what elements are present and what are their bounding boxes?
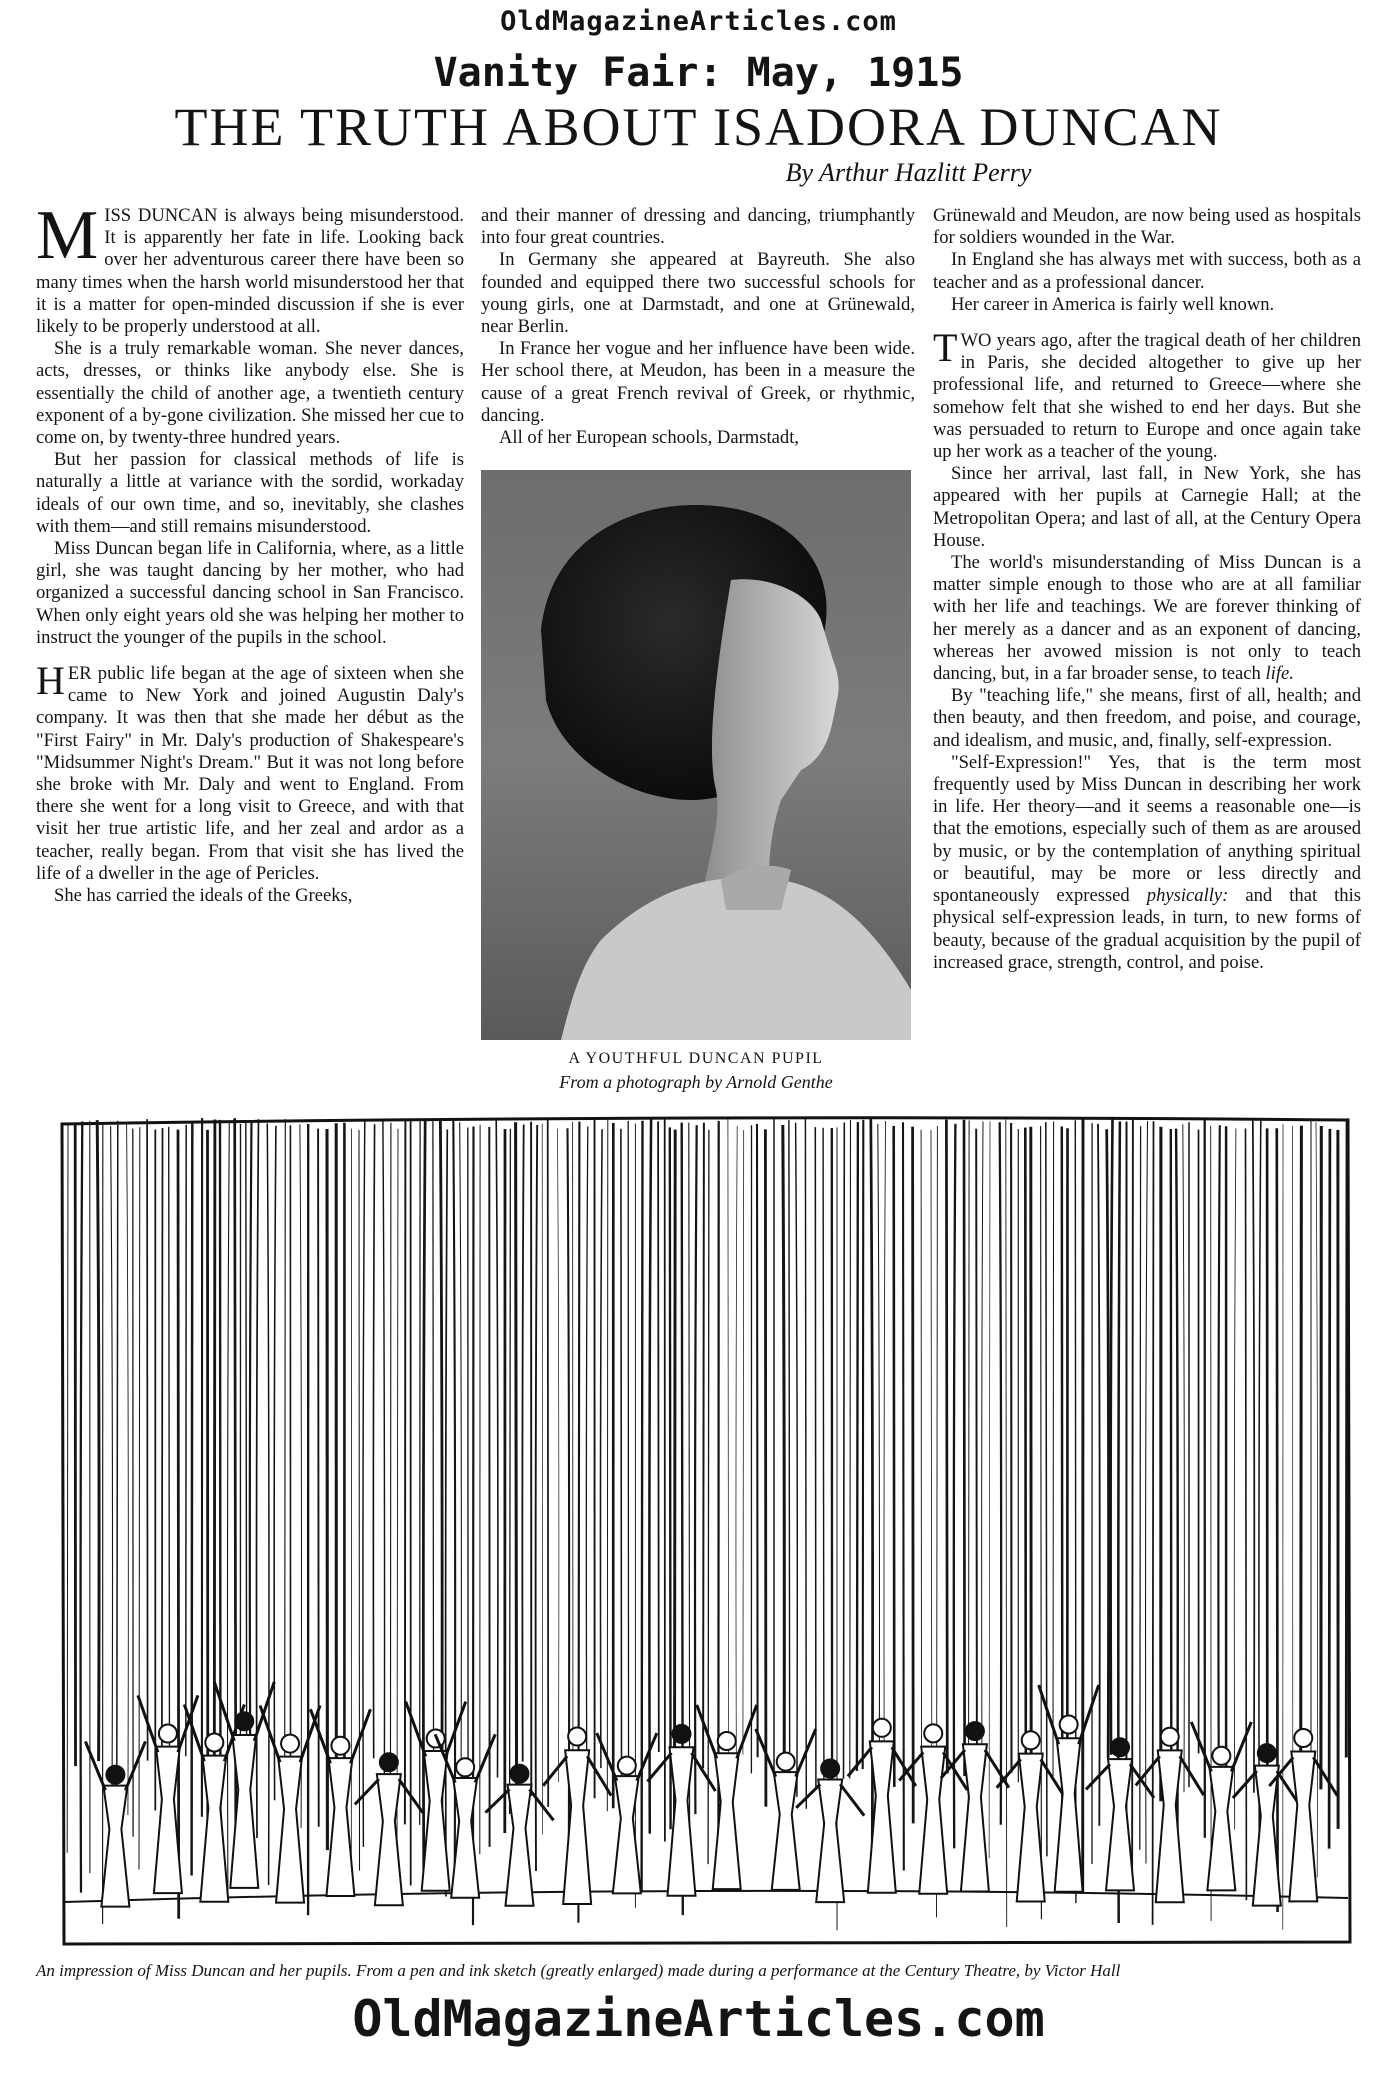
paragraph: All of her European schools, Darmstadt, bbox=[499, 427, 800, 449]
paragraph: In Germany she appeared at Bayreuth. She also founded and equipped there two successful schools for young girls, one at Darmstadt, and one at Grünewald, near Berlin. bbox=[481, 249, 915, 338]
drop-cap: T bbox=[933, 325, 958, 371]
sketch-caption: An impression of Miss Duncan and her pupils. From a pen and ink sketch (greatly enlarged) made during a performance at the Century Theatre, by Victor Hall bbox=[36, 1961, 1121, 1980]
paragraph: "Self-Expression!" Yes, that is the term most frequently used by Miss Duncan in describing her work in life. Her theory—and it seems a reasonable one—is that the emotions, especially such of them as are aroused by music, or by the contemplation of anything spiritual or beautiful, may be more or less directly and spontaneously expressed physically: and that this physical self-expression leads, in turn, to new forms of beauty, because of the gradual acquisition by the pupil of increased grace, strength, control, and poise. bbox=[933, 751, 1362, 973]
paragraph: Since her arrival, last fall, in New York, she has appeared with her pupils at Carnegie Hall; at the Metropolitan Opera; and last of all, at the Century Opera House. bbox=[933, 463, 1361, 551]
paragraph: MISS DUNCAN is always being misunderstood. It is apparently her fate in life. Looking back over her adventurous career there have been so many times when the harsh world misunderstood her that it is a matter for open-minded discussion if she is ever likely to be properly understood at all. bbox=[36, 197, 464, 338]
stage-sketch-illustration bbox=[60, 1112, 1352, 1954]
paragraph: and their manner of dressing and dancing, triumphantly into four great countries. bbox=[481, 205, 915, 249]
paragraph: But her passion for classical methods of life is naturally a little at variance with the sordid, workaday ideals of our own time, and so, inevitably, she clashes with them—and still remains misunderstood. bbox=[36, 449, 464, 537]
paragraph: TWO years ago, after the tragical death of her children in Paris, she decided altogether to give up her professional life, and returned to Greece—where she somehow felt that she wished to end her days. But she was persuaded to return to Europe and once again take up her work as a teacher of the young. bbox=[933, 325, 1361, 463]
portrait-photo bbox=[481, 470, 911, 1040]
text-column-1 bbox=[36, 197, 464, 907]
article-title: THE TRUTH ABOUT ISADORA DUNCAN bbox=[174, 97, 1223, 157]
paragraph: The world's misunderstanding of Miss Duncan is a matter simple enough to those who are at all familiar with her life and teachings. We are forever thinking of her merely as a dancer and as an exponent of dancing, whereas her avowed mission is not only to teach dancing, but, in a far broader sense, to teach life. bbox=[933, 552, 1361, 685]
issue-line: Vanity Fair: May, 1915 bbox=[433, 50, 964, 96]
paragraph: In England she has always met with success, both as a teacher and as a professional dancer. bbox=[933, 249, 1361, 293]
photo-caption: A YOUTHFUL DUNCAN PUPIL bbox=[568, 1050, 824, 1067]
site-watermark-bottom: OldMagazineArticles.com bbox=[352, 1990, 1045, 2048]
text-column-3 bbox=[933, 205, 1361, 974]
drop-cap: M bbox=[36, 197, 99, 274]
drop-cap: H bbox=[36, 658, 65, 704]
paragraph: Her career in America is fairly well known. bbox=[951, 293, 1275, 315]
paragraph: HER public life began at the age of sixteen when she came to New York and joined Augustin Daly's company. It was then that she made her début as the "First Fairy" in Mr. Daly's production of Shakespeare's "Midsummer Night's Dream." But it was not long before she broke with Mr. Daly and went to England. From there she went for a long visit to Greece, and with that visit her true artistic life, and her zeal and ardor as a teacher, really began. From that visit she has lived the life of a dweller in the age of Pericles. bbox=[36, 658, 464, 884]
photo-credit: From a photograph by Arnold Genthe bbox=[559, 1072, 833, 1092]
paragraph: Miss Duncan began life in California, where, as a little girl, she was taught dancing by her mother, who had organized a successful dancing school in San Francisco. When only eight years old she was helping her mother to instruct the younger of the pupils in the school. bbox=[36, 538, 464, 648]
text-column-2 bbox=[481, 205, 915, 449]
byline: By Arthur Hazlitt Perry bbox=[785, 158, 1032, 187]
paragraph: Grünewald and Meudon, are now being used as hospitals for soldiers wounded in the War. bbox=[933, 205, 1361, 249]
paragraph: She is a truly remarkable woman. She never dances, acts, dresses, or thinks like anybody else. She is essentially the child of another age, a twentieth century exponent of a by-gone civilization. She missed her cue to come on, by twenty-three hundred years. bbox=[36, 338, 464, 449]
paragraph: She has carried the ideals of the Greeks, bbox=[54, 885, 353, 907]
paragraph: In France her vogue and her influence have been wide. Her school there, at Meudon, has been in a measure the cause of a great French revival of Greek, or rhythmic, dancing. bbox=[481, 338, 915, 426]
paragraph: By "teaching life," she means, first of all, health; and then beauty, and then freedom, and poise, and courage, and idealism, and music, and, finally, self-expression. bbox=[933, 685, 1361, 751]
site-watermark-top: OldMagazineArticles.com bbox=[500, 6, 897, 37]
